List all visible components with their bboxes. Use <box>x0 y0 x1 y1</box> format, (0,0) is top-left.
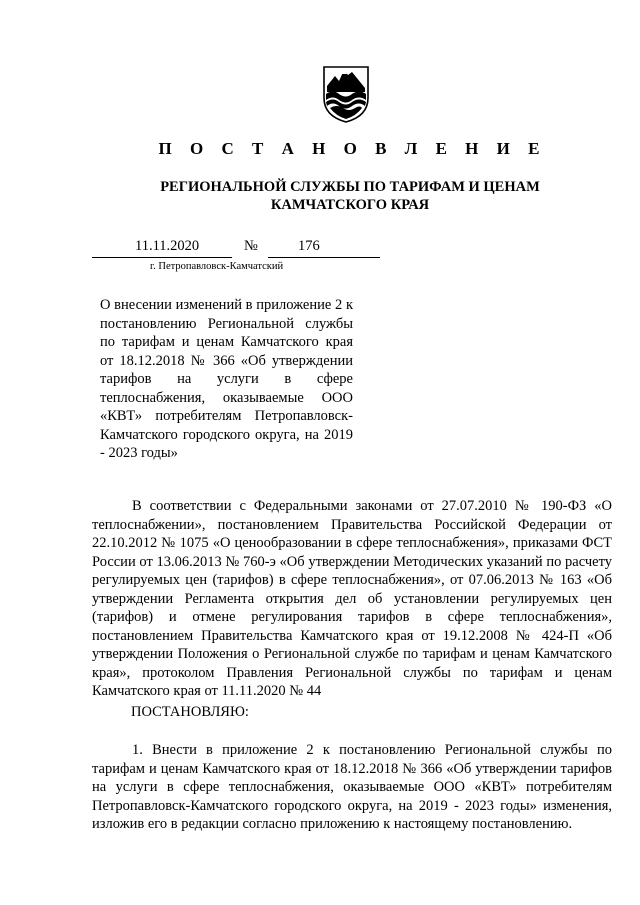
document-date: 11.11.2020 <box>135 238 200 254</box>
item-1-paragraph: 1. Внести в приложение 2 к постановлению Региональной службы по тарифам и ценам Камчатского края от 18.12.2018 № 366 «Об утверждении тарифов на услуги в сфере теплоснабжения, оказываемые ООО «КВТ» потребителям Петропавловск-Камчатского городского округа, на 2019 - 2023 годы» изменения, изложив его в редакции согласно приложению к настоящему постановлению. <box>92 742 612 832</box>
document-place: г. Петропавловск-Камчатский <box>150 261 284 272</box>
document-number: 176 <box>298 238 320 254</box>
date-underline <box>92 257 232 258</box>
organization-name-line-2: КАМЧАТСКОГО КРАЯ <box>270 197 430 213</box>
number-sign: № <box>244 238 258 254</box>
organization-name-line-1: РЕГИОНАЛЬНОЙ СЛУЖБЫ ПО ТАРИФАМ И ЦЕНАМ <box>160 179 540 195</box>
number-underline <box>268 257 380 258</box>
decree-heading: ПОСТАНОВЛЯЮ: <box>131 704 249 720</box>
document-type-title: П О С Т А Н О В Л Е Н И Е <box>158 139 547 158</box>
kamchatka-coat-of-arms-icon <box>321 64 371 124</box>
organization-name <box>150 178 550 214</box>
document-subject: О внесении изменений в приложение 2 к постановлению Региональной службы по тарифам и ценам Камчатского края от 18.12.2018 № 366 «Об утверждении тарифов на услуги в сфере теплоснабжения, оказываемые ООО «КВТ» потребителям Петропавловск-Камчатского городского округа, на 2019 - 2023 годы» <box>100 297 353 461</box>
preamble-paragraph: В соответствии с Федеральными законами от 27.07.2010 № 190-ФЗ «О теплоснабжении», постановлением Правительства Российской Федерации от 22.10.2012 № 1075 «О ценообразовании в сфере теплоснабжения», приказами ФСТ России от 13.06.2013 № 760-э «Об утверждении Методических указаний по расчету регулируемых цен (тарифов) в сфере теплоснабжения», от 07.06.2013 № 163 «Об утверждении Регламента открытия дел об установлении регулируемых цен (тарифов) и отмене регулирования тарифов в сфере теплоснабжения», постановлением Правительства Камчатского края от 19.12.2008 № 424-П «Об утверждении Положения о Региональной службе по тарифам и ценам Камчатского края», протоколом Правления Региональной службы по тарифам и ценам Камчатского края от 11.11.2020 № 44 <box>92 498 612 699</box>
